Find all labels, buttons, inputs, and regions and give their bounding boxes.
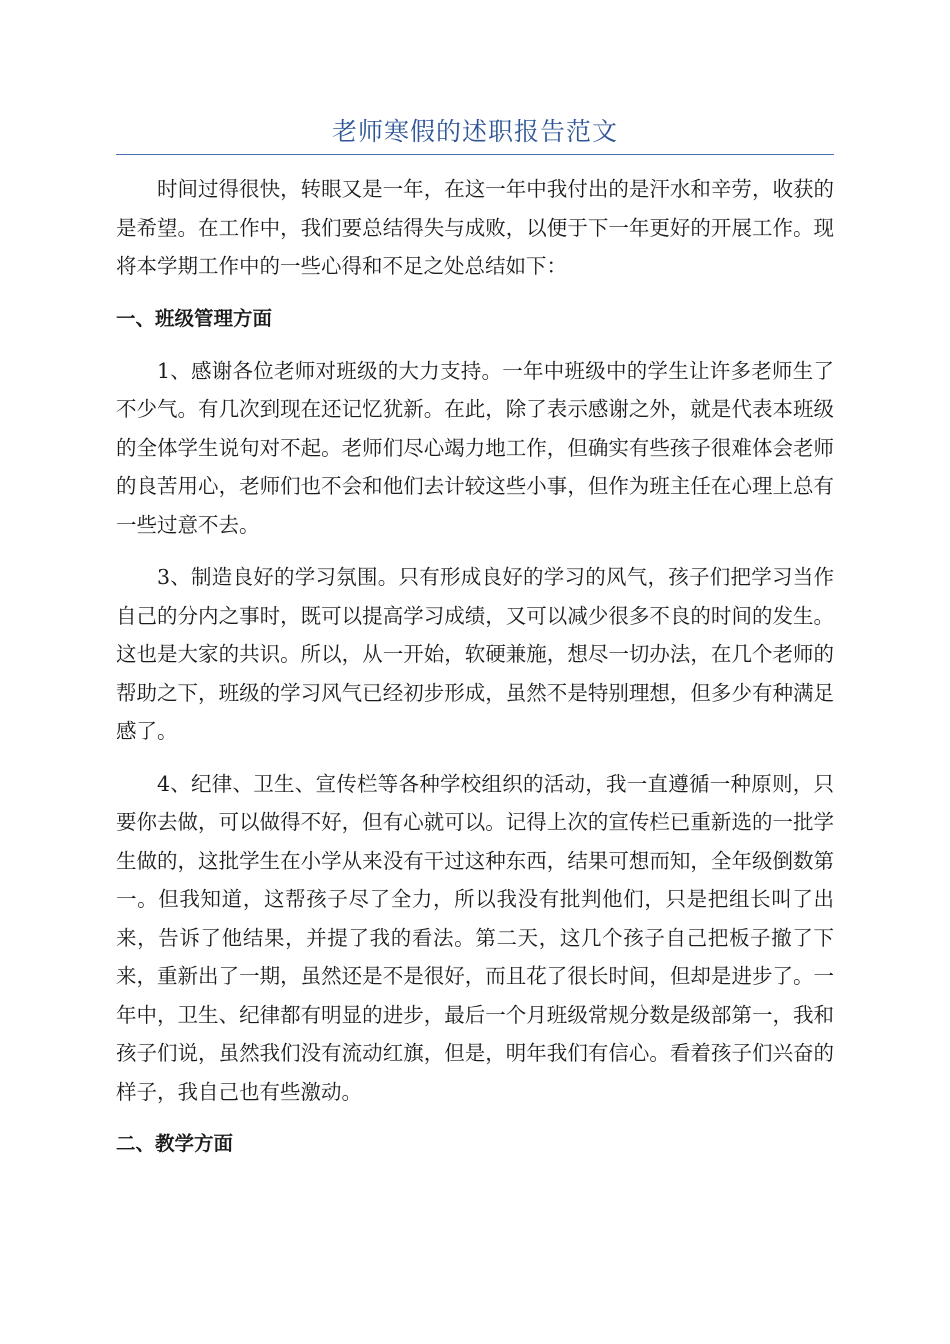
body-paragraph: 4、纪律、卫生、宣传栏等各种学校组织的活动，我一直遵循一种原则，只要你去做，可以做得不好，但有心就可以。记得上次的宣传栏已重新选的一批学生做的，这批学生在小学从来没有干过这种东西，结果可想而知，全年级倒数第一。但我知道，这帮孩子尽了全力，所以我没有批判他们，只是把组长叫了出来，告诉了他结果，并提了我的看法。第二天，这几个孩子自己把板子撤了下来，重新出了一期，虽然还是不是很好，而且花了很长时间，但却是进步了。一年中，卫生、纪律都有明显的进步，最后一个月班级常规分数是级部第一，我和孩子们说，虽然我们没有流动红旗，但是，明年我们有信心。看着孩子们兴奋的样子，我自己也有些激动。	[116, 771, 834, 1104]
body-paragraph: 3、制造良好的学习氛围。只有形成良好的学习的风气，孩子们把学习当作自己的分内之事时，既可以提高学习成绩，又可以减少很多不良的时间的发生。这也是大家的共识。所以，从一开始，软硬兼施，想尽一切办法，在几个老师的帮助之下，班级的学习风气已经初步形成，虽然不是特别理想，但多少有种满足感了。	[116, 565, 834, 743]
document-title: 老师寒假的述职报告范文	[331, 117, 618, 146]
intro-paragraph: 时间过得很快，转眼又是一年，在这一年中我付出的是汗水和辛劳，收获的是希望。在工作中，我们要总结得失与成败，以便于下一年更好的开展工作。现将本学期工作中的一些心得和不足之处总结如下：	[116, 177, 834, 278]
document-body	[116, 170, 834, 1177]
body-paragraph: 1、感谢各位老师对班级的大力支持。一年中班级中的学生让许多老师生了不少气。有几次到现在还记忆犹新。在此，除了表示感谢之外，就是代表本班级的全体学生说句对不起。老师们尽心竭力地工作，但确实有些孩子很难体会老师的良苦用心，老师们也不会和他们去计较这些小事，但作为班主任在心理上总有一些过意不去。	[116, 358, 834, 537]
section-heading-class-management: 一、班级管理方面	[116, 306, 273, 330]
section-heading-teaching: 二、教学方面	[116, 1132, 234, 1155]
title-underline	[116, 154, 834, 155]
title-block	[116, 112, 834, 155]
